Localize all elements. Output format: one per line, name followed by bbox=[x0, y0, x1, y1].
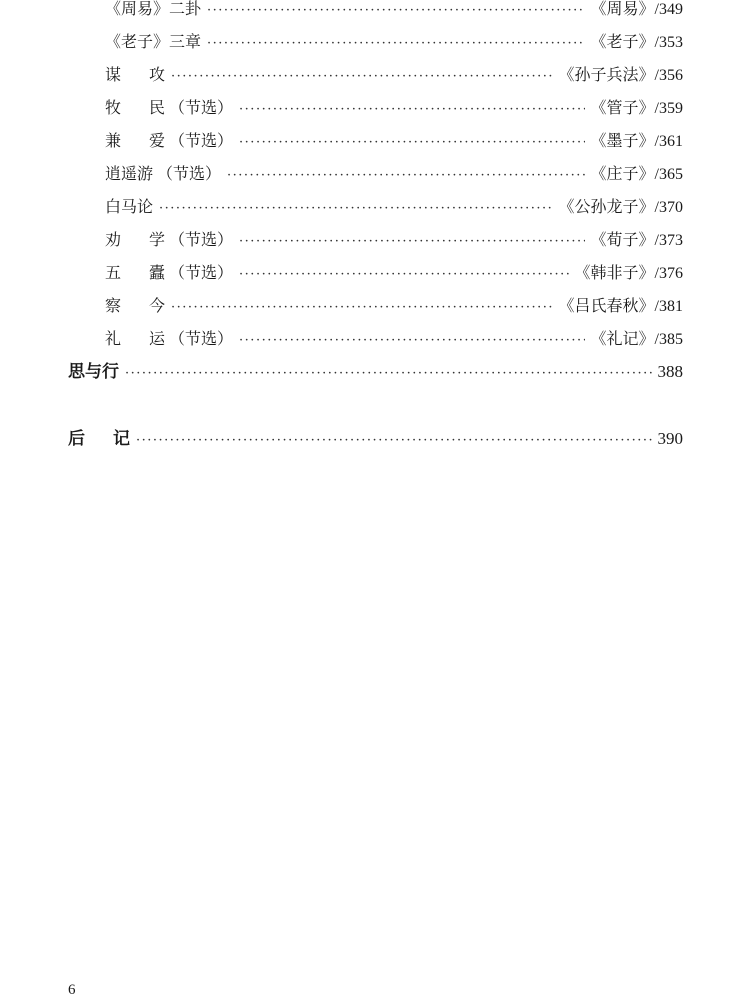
page-number: 6 bbox=[68, 982, 76, 998]
entry-page: /353 bbox=[654, 34, 683, 51]
section-page: 388 bbox=[657, 362, 683, 381]
section-title: 后 记 bbox=[68, 429, 130, 449]
leader-dots bbox=[171, 296, 553, 320]
leader-dots bbox=[239, 230, 584, 254]
entry-title: 逍遥游 bbox=[105, 164, 154, 183]
entry-source: 《管子》 bbox=[590, 98, 655, 117]
leader-dots bbox=[171, 65, 553, 89]
entry-source: 《礼记》 bbox=[590, 329, 655, 348]
entry-source: 《韩非子》 bbox=[574, 263, 655, 282]
entry-page: /381 bbox=[654, 298, 683, 315]
entry-page: /361 bbox=[654, 133, 683, 150]
leader-dots bbox=[239, 263, 568, 287]
toc-entry-liyun[interactable] bbox=[105, 327, 683, 351]
entry-title: 礼 运 bbox=[105, 329, 166, 348]
entry-page: /356 bbox=[654, 67, 683, 84]
leader-dots bbox=[239, 329, 584, 353]
toc-entry-baimalun[interactable] bbox=[105, 195, 683, 219]
leader-dots bbox=[159, 197, 553, 221]
entry-title: 劝 学 bbox=[105, 230, 166, 249]
entry-page: /376 bbox=[654, 265, 683, 282]
toc-entry-chajin[interactable] bbox=[105, 294, 683, 318]
entry-source: 《周易》 bbox=[590, 0, 655, 18]
entry-page: /359 bbox=[654, 100, 683, 117]
leader-dots bbox=[239, 98, 584, 122]
entry-title: 《老子》三章 bbox=[105, 32, 202, 51]
entry-source: 《庄子》 bbox=[590, 164, 655, 183]
entry-title: 察 今 bbox=[105, 296, 166, 315]
toc-section-houji[interactable] bbox=[68, 427, 683, 451]
entry-title: 《周易》二卦 bbox=[105, 0, 202, 18]
entry-page: /370 bbox=[654, 199, 683, 216]
leader-dots bbox=[239, 131, 584, 155]
entry-source: 《墨子》 bbox=[590, 131, 655, 150]
entry-source: 《荀子》 bbox=[590, 230, 655, 249]
entry-note: （节选） bbox=[169, 131, 234, 150]
entry-title: 兼 爱 bbox=[105, 131, 166, 150]
leader-dots bbox=[207, 0, 585, 23]
entry-page: /365 bbox=[654, 166, 683, 183]
entry-title: 牧 民 bbox=[105, 98, 166, 117]
toc-entry-laozi[interactable] bbox=[105, 30, 683, 54]
entry-title: 谋 攻 bbox=[105, 65, 166, 84]
entry-page: /349 bbox=[654, 1, 683, 18]
toc-entry-mougong[interactable] bbox=[105, 63, 683, 87]
leader-dots bbox=[207, 32, 585, 56]
leader-dots bbox=[227, 164, 585, 188]
entry-note: （节选） bbox=[169, 263, 234, 282]
toc-entry-wudu[interactable] bbox=[105, 261, 683, 285]
entry-page: /385 bbox=[654, 331, 683, 348]
entry-note: （节选） bbox=[169, 230, 234, 249]
section-title: 思与行 bbox=[68, 362, 119, 382]
toc-entry-mumin[interactable] bbox=[105, 96, 683, 120]
entry-note: （节选） bbox=[169, 329, 234, 348]
entry-source: 《孙子兵法》 bbox=[558, 65, 655, 84]
toc-entry-xiaoyaoyou[interactable] bbox=[105, 162, 683, 186]
entry-title: 五 蠹 bbox=[105, 263, 166, 282]
leader-dots bbox=[125, 362, 652, 386]
entry-note: （节选） bbox=[157, 164, 222, 183]
leader-dots bbox=[136, 429, 652, 453]
entry-source: 《公孙龙子》 bbox=[558, 197, 655, 216]
toc-section-siyuxing[interactable] bbox=[68, 360, 683, 384]
entry-source: 《吕氏春秋》 bbox=[558, 296, 655, 315]
toc-entry-jianai[interactable] bbox=[105, 129, 683, 153]
entry-page: /373 bbox=[654, 232, 683, 249]
toc-entry-zhouyi[interactable] bbox=[105, 0, 683, 21]
entry-title: 白马论 bbox=[105, 197, 154, 216]
toc-entry-quanxue[interactable] bbox=[105, 228, 683, 252]
section-page: 390 bbox=[657, 429, 683, 448]
entry-source: 《老子》 bbox=[590, 32, 655, 51]
entry-note: （节选） bbox=[169, 98, 234, 117]
